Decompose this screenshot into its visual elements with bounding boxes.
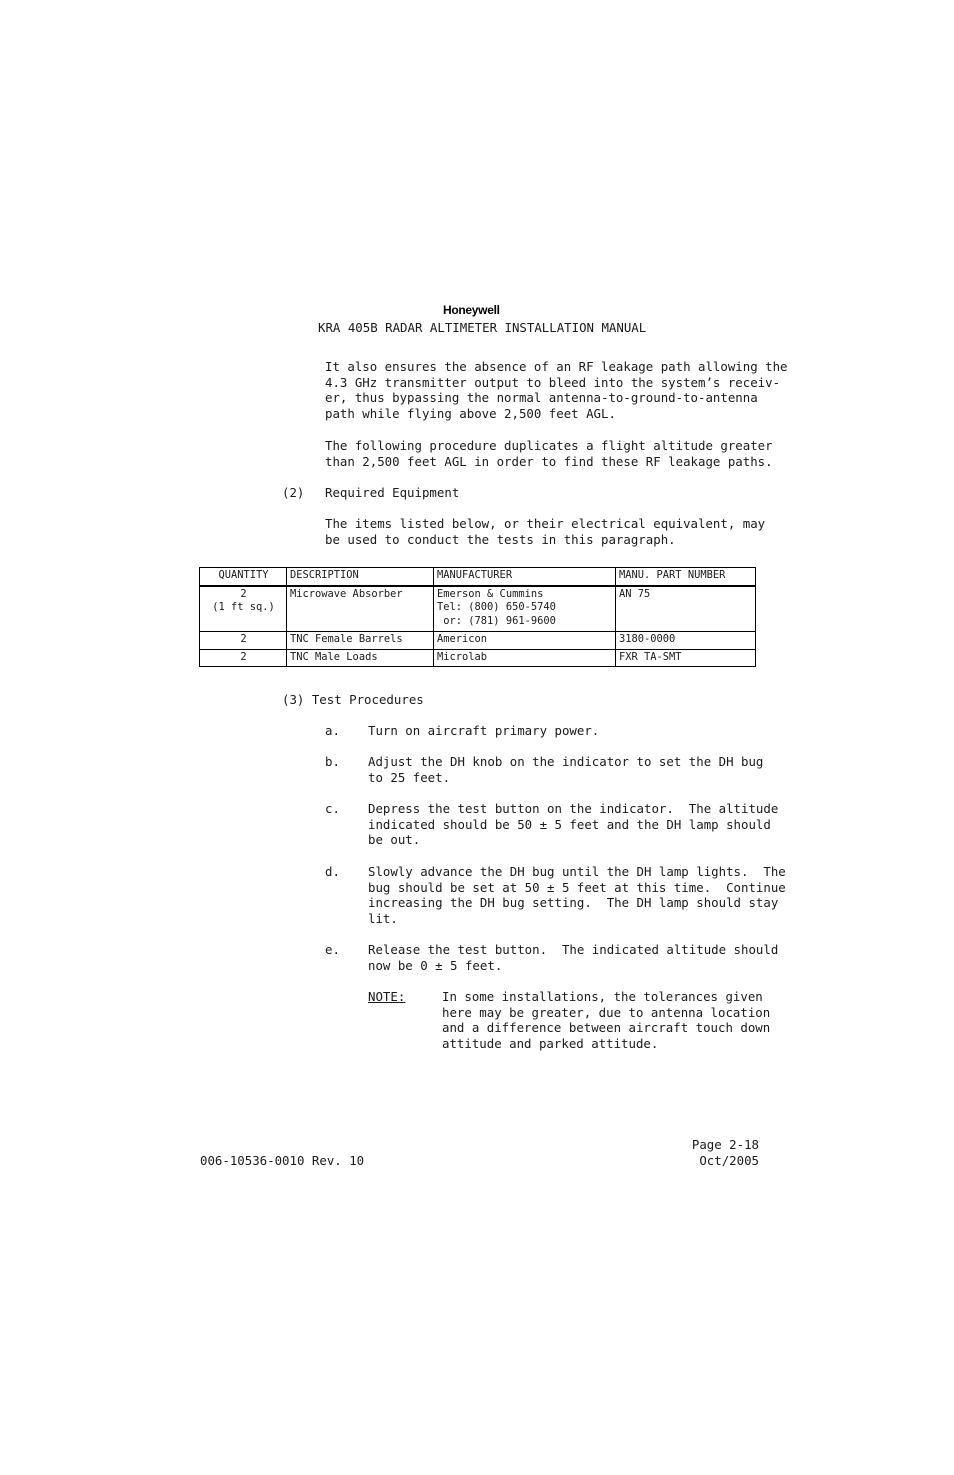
- text-line: 4.3 GHz transmitter output to bleed into the system’s receiv-: [325, 374, 781, 390]
- step-c-text: [368, 801, 778, 848]
- text-line: attitude and parked attitude.: [442, 1036, 659, 1052]
- step-d-text: [368, 864, 786, 927]
- text-line: now be 0 ± 5 feet.: [368, 957, 503, 973]
- text-line: than 2,500 feet AGL in order to find these RF leakage paths.: [325, 453, 773, 469]
- cell-manufacturer: Emerson & Cummins Tel: (800) 650-5740 or: (781) 961-9600: [434, 586, 616, 632]
- text-line: It also ensures the absence of an RF leakage path allowing the: [325, 359, 788, 374]
- cell-part-number: FXR TA-SMT: [616, 649, 756, 667]
- step-c-letter: c.: [325, 801, 340, 816]
- cell-quantity: 2: [200, 632, 287, 650]
- table-row: [200, 586, 756, 632]
- table-header-row: [200, 568, 756, 586]
- text-line: Turn on aircraft primary power.: [368, 723, 600, 738]
- step-b-text: [368, 754, 763, 785]
- cell-description: TNC Female Barrels: [287, 632, 434, 650]
- header-description: DESCRIPTION: [287, 568, 434, 586]
- cell-description: Microwave Absorber: [287, 586, 434, 632]
- revision-date: Oct/2005: [699, 1153, 759, 1168]
- text-line: path while flying above 2,500 feet AGL.: [325, 406, 616, 422]
- text-line: be used to conduct the tests in this paragraph.: [325, 531, 676, 547]
- text-line: In some installations, the tolerances given: [442, 989, 763, 1004]
- note-text: [442, 989, 770, 1052]
- table-row: [200, 632, 756, 650]
- cell-quantity: 2 (1 ft sq.): [200, 586, 287, 632]
- text-line: er, thus bypassing the normal antenna-to-ground-to-antenna: [325, 390, 758, 406]
- cell-manufacturer: Microlab: [434, 649, 616, 667]
- text-line: Depress the test button on the indicator. The altitude: [368, 801, 779, 816]
- intro-paragraph-2: [325, 438, 773, 469]
- note-label: NOTE:: [368, 989, 406, 1004]
- table-row: [200, 649, 756, 667]
- cell-quantity: 2: [200, 649, 287, 667]
- cell-manufacturer: Americon: [434, 632, 616, 650]
- cell-part-number: 3180-0000: [616, 632, 756, 650]
- step-e-text: [368, 942, 778, 973]
- section-2-title: Required Equipment: [325, 485, 460, 500]
- cell-part-number: AN 75: [616, 586, 756, 632]
- section-2-text: [325, 516, 765, 547]
- text-line: bug should be set at 50 ± 5 feet at this time. Continue: [368, 879, 786, 895]
- text-line: lit.: [368, 911, 398, 927]
- step-b-letter: b.: [325, 754, 340, 769]
- text-line: Release the test button. The indicated altitude should: [368, 942, 779, 957]
- text-line: The following procedure duplicates a flight altitude greater: [325, 438, 773, 453]
- text-line: The items listed below, or their electrical equivalent, may: [325, 516, 766, 531]
- section-2-number: (2): [282, 485, 305, 500]
- header-part-number: MANU. PART NUMBER: [616, 568, 756, 586]
- header-quantity: QUANTITY: [200, 568, 287, 586]
- step-d-letter: d.: [325, 864, 340, 879]
- step-e-letter: e.: [325, 942, 340, 957]
- manual-title: KRA 405B RADAR ALTIMETER INSTALLATION MANUAL: [318, 320, 647, 335]
- section-3-title: (3) Test Procedures: [282, 692, 424, 707]
- text-line: here may be greater, due to antenna location: [442, 1004, 771, 1020]
- intro-paragraph-1: [325, 359, 788, 422]
- document-number: 006-10536-0010 Rev. 10: [200, 1153, 365, 1168]
- cell-description: TNC Male Loads: [287, 649, 434, 667]
- step-a-letter: a.: [325, 723, 340, 738]
- text-line: Adjust the DH knob on the indicator to set the DH bug: [368, 754, 764, 769]
- text-line: to 25 feet.: [368, 769, 451, 785]
- equipment-table: [199, 567, 756, 667]
- page-number: Page 2-18: [691, 1137, 759, 1152]
- text-line: and a difference between aircraft touch down: [442, 1020, 771, 1036]
- step-a-text: [368, 723, 599, 739]
- header-manufacturer: MANUFACTURER: [434, 568, 616, 586]
- text-line: indicated should be 50 ± 5 feet and the DH lamp should: [368, 816, 771, 832]
- text-line: increasing the DH bug setting. The DH lamp should stay: [368, 895, 779, 911]
- text-line: Slowly advance the DH bug until the DH lamp lights. The: [368, 864, 786, 879]
- honeywell-logo: Honeywell: [443, 303, 500, 317]
- text-line: be out.: [368, 832, 421, 848]
